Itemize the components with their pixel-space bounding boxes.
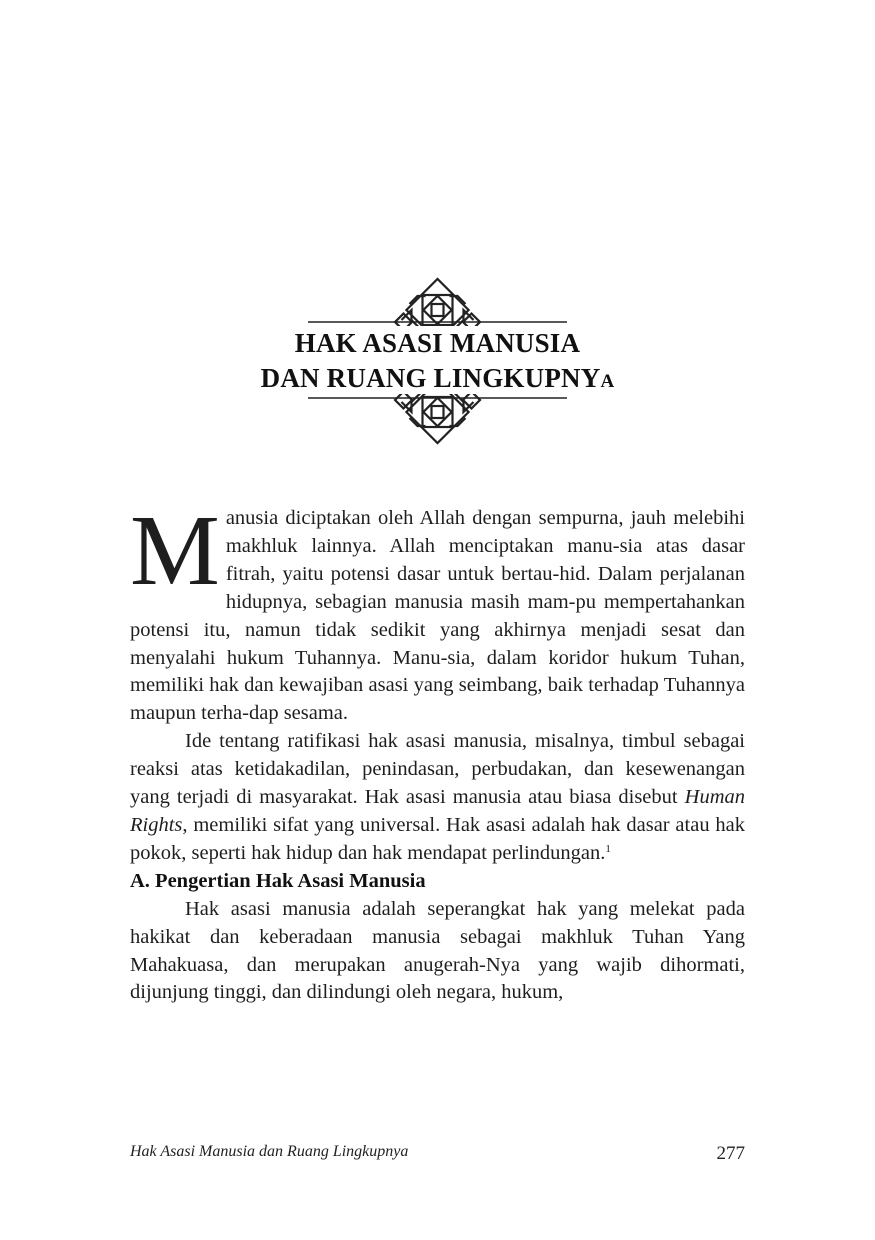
chapter-title-line-2-small: A	[600, 371, 615, 392]
running-title: Hak Asasi Manusia dan Ruang Lingkupnya	[130, 1143, 409, 1160]
drop-cap: M	[130, 494, 220, 606]
paragraph-1-text: anusia diciptakan oleh Allah dengan sempurna, jauh melebihi makhluk lainnya. Allah menciptakan manu-sia atas dasar fitrah, yaitu potensi dasar untuk bertau-hid. Dalam perjalanan hidupnya, sebagian manusia masih mam-pu mempertahankan potensi itu, namun tidak sedikit yang akhirnya menjadi sesat dan menyalahi hukum Tuhannya. Manu-sia, dalam koridor hukum Tuhan, memiliki hak dan kewajiban asasi yang seimbang, baik terhadap Tuhannya maupun terha-dap sesama.	[130, 507, 745, 725]
page-footer	[130, 1143, 745, 1164]
chapter-title-line-2	[180, 361, 695, 399]
paragraph-3: Hak asasi manusia adalah seperangkat hak yang melekat pada hakikat dan keberadaan manusia sebagai makhluk Tuhan Yang Mahakuasa, dan merupakan anugerah-Nya yang wajib dihormati, dijunjung tinggi, dan dilindungi oleh negara, hukum,	[130, 897, 745, 1004]
chapter-title	[180, 326, 695, 399]
chapter-title-line-1: HAK ASASI MANUSIA	[294, 328, 581, 358]
paragraph-2	[130, 728, 745, 868]
paragraph-2-italic: Human Rights	[130, 786, 745, 836]
section-heading: A. Pengertian Hak Asasi Manusia	[130, 869, 426, 892]
paragraph-2-text-a: Ide tentang ratifikasi hak asasi manusia, misalnya, timbul sebagai reaksi atas ketidakadilan, penindasan, perbudakan, dan kesewenangan yang terjadi di masyarakat. Hak asasi manusia atau biasa disebut	[130, 730, 745, 809]
page-number: 277	[716, 1143, 745, 1164]
paragraph-1	[130, 494, 745, 728]
chapter-title-line-2-main: DAN RUANG LINGKUPNY	[260, 363, 601, 393]
footnote-marker[interactable]: 1	[605, 842, 611, 855]
body-text	[130, 494, 745, 1007]
paragraph-2-text-b: , memiliki sifat yang universal. Hak asasi adalah hak dasar atau hak pokok, seperti hak hidup dan hak mendapat perlindungan.	[130, 813, 745, 864]
